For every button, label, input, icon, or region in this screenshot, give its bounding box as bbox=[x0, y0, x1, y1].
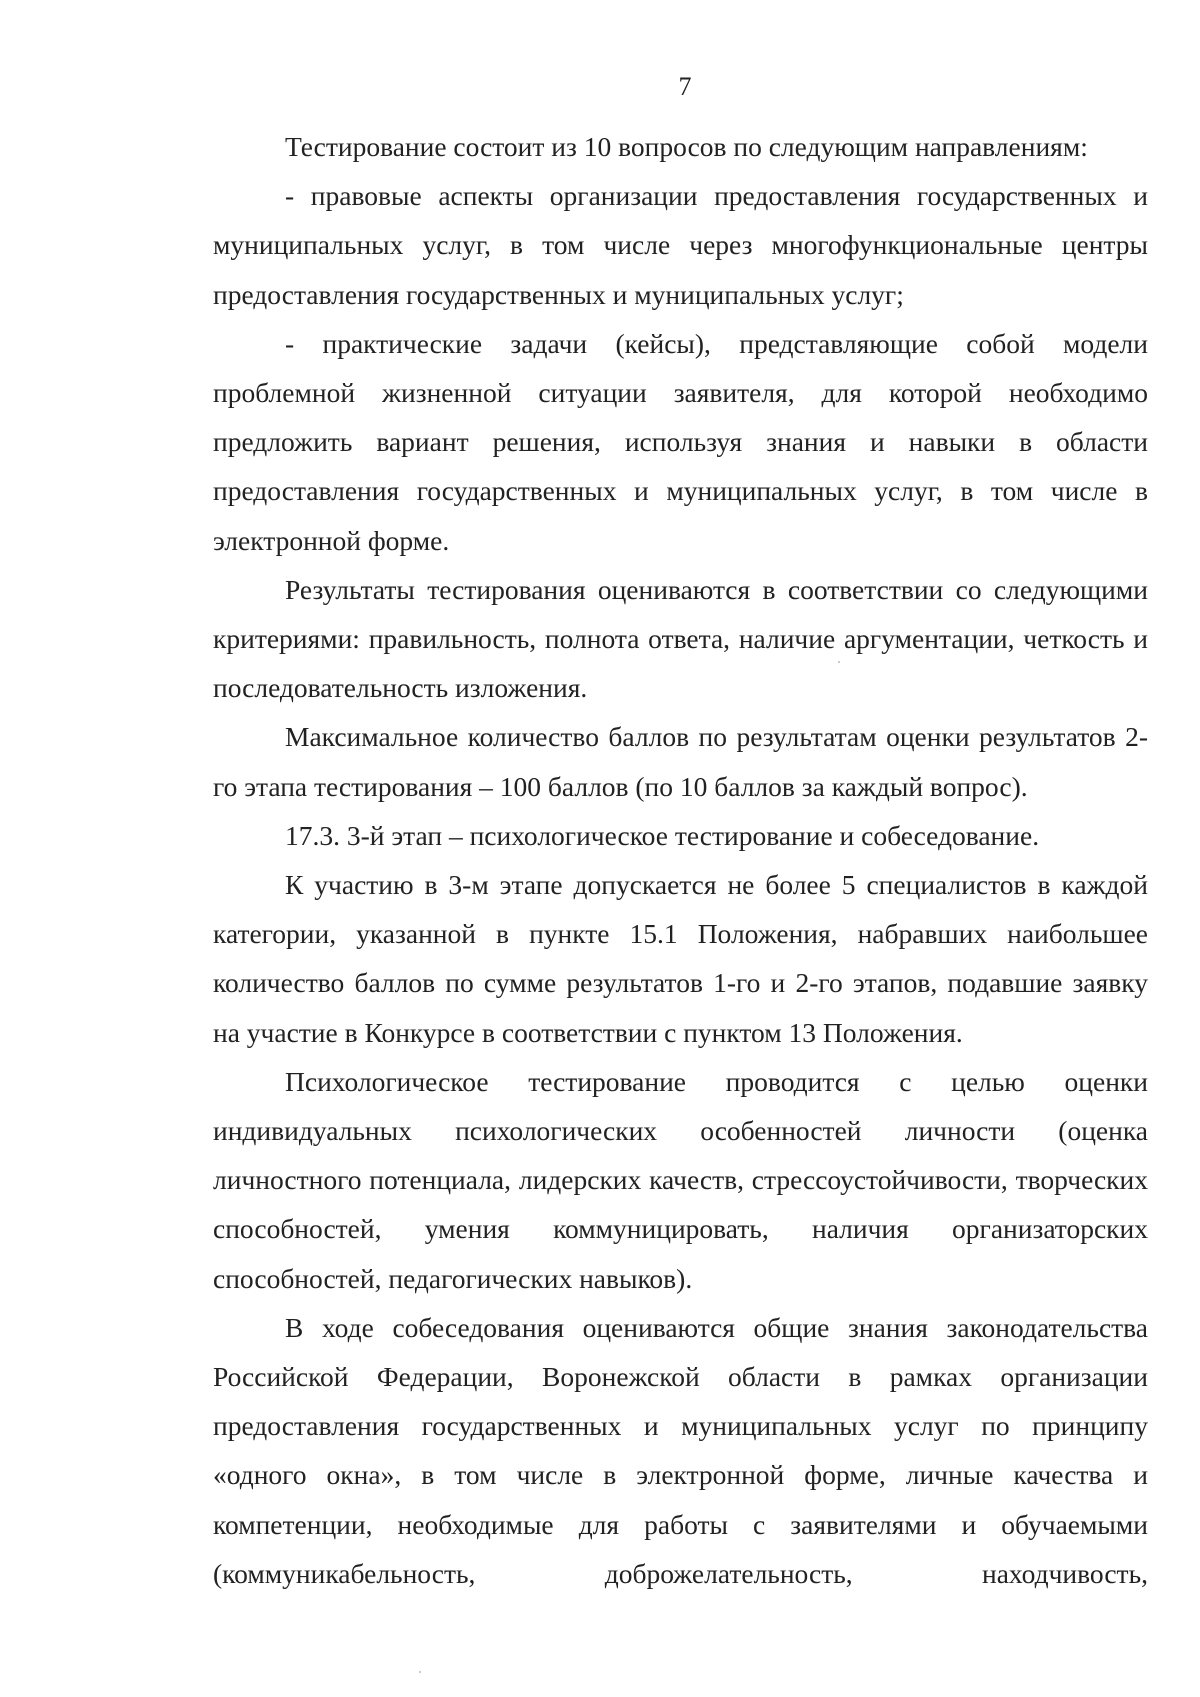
paragraph-evaluation-criteria: Результаты тестирования оцениваются в соответствии со следующими критериями: правильность, полнота ответа, наличие аргументации, четкость и последовательность изложения. bbox=[213, 573, 1148, 704]
paragraph-psychological-testing: Психологическое тестирование проводится с целью оценки индивидуальных психологических особенностей личности (оценка личностного потенциала, лидерских качеств, стрессоустойчивости, творческих способностей, умения коммуницировать, наличия организаторских способностей, педагогических навыков). bbox=[213, 1065, 1148, 1294]
paragraph-stage-3-heading: 17.3. 3-й этап – психологическое тестирование и собеседование. bbox=[285, 819, 1040, 851]
paragraph-legal-aspects: - правовые аспекты организации предоставления государственных и муниципальных услуг, в том числе через многофункциональные центры предоставления государственных и муниципальных услуг; bbox=[213, 180, 1148, 310]
paragraph-practical-tasks: - практические задачи (кейсы), представляющие собой модели проблемной жизненной ситуации заявителя, для которой необходимо предложить вариант решения, используя знания и навыки в области предоставления государственных и муниципальных услуг, в том числе в электронной форме. bbox=[213, 327, 1148, 556]
document-body bbox=[213, 122, 1148, 1598]
scan-speck bbox=[838, 661, 840, 663]
page-number: 7 bbox=[678, 72, 692, 101]
paragraph-max-score: Максимальное количество баллов по результатам оценки результатов 2-го этапа тестирования – 100 баллов (по 10 баллов за каждый вопрос). bbox=[213, 721, 1148, 802]
paragraph-testing-intro: Тестирование состоит из 10 вопросов по следующим направлениям: bbox=[285, 131, 1088, 162]
paragraph-interview: В ходе собеседования оцениваются общие знания законодательства Российской Федерации, Воронежской области в рамках организации предоставления государственных и муниципальных услуг по принципу «одного окна», в том числе в электронной форме, личные качества и компетенции, необходимые для работы с заявителями и обучаемыми (коммуникабельность, доброжелательность, находчивость, bbox=[213, 1311, 1148, 1589]
scan-speck bbox=[419, 1671, 421, 1673]
paragraph-stage-3-admission: К участию в 3-м этапе допускается не более 5 специалистов в каждой категории, указанной в пункте 15.1 Положения, набравших наибольшее количество баллов по сумме результатов 1-го и 2-го этапов, подавшие заявку на участие в Конкурсе в соответствии с пунктом 13 Положения. bbox=[213, 869, 1148, 1048]
